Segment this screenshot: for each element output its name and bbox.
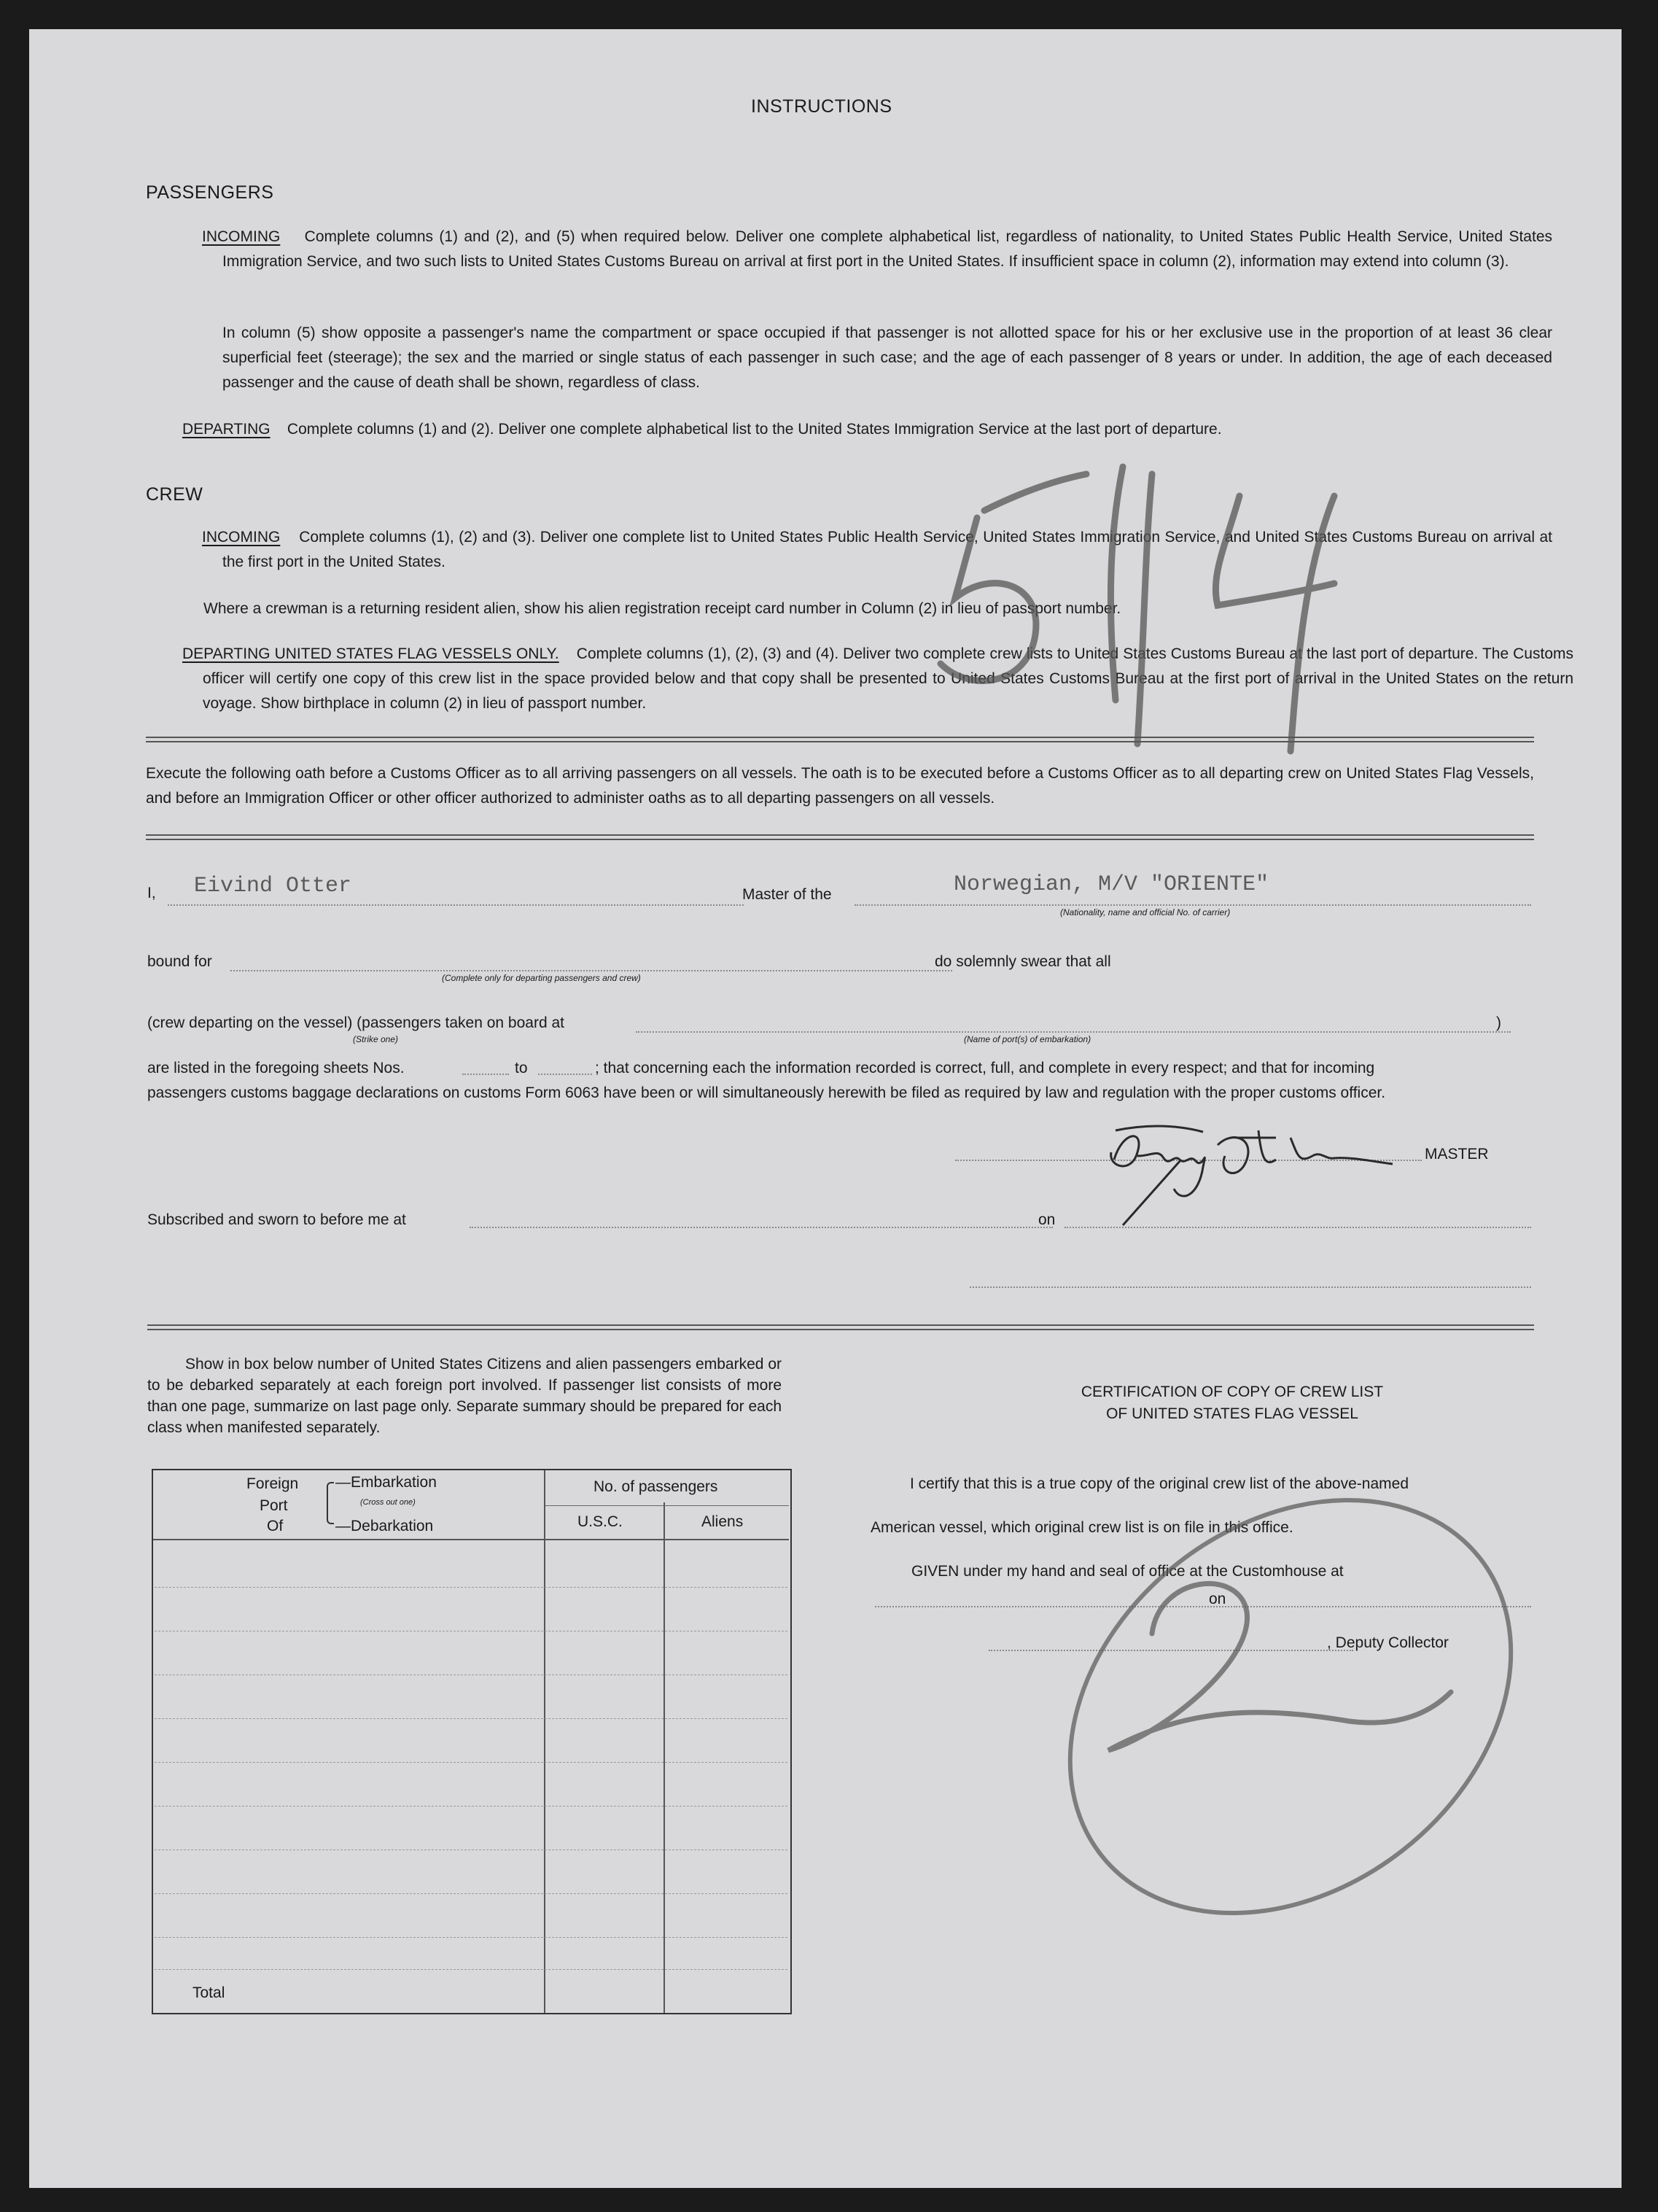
strike-caption: (Strike one) bbox=[353, 1034, 399, 1044]
embarkation-ports-line bbox=[636, 1031, 1511, 1033]
crew-resident-text: Where a crewman is a returning resident alien, show his alien registration receipt card number in Column (2) in lieu of passport number. bbox=[203, 600, 1121, 617]
bound-for-line bbox=[230, 970, 952, 971]
summary-usc: U.S.C. bbox=[577, 1513, 623, 1530]
bound-for-label: bound for bbox=[147, 953, 212, 970]
column-divider bbox=[544, 1470, 545, 2013]
passengers-departing-paragraph bbox=[182, 417, 1553, 442]
master-of-label: Master of the bbox=[742, 886, 832, 903]
bound-for-caption: (Complete only for departing passengers and crew) bbox=[442, 973, 641, 983]
row-rule bbox=[155, 1762, 787, 1763]
summary-of: Of bbox=[267, 1518, 284, 1534]
summary-port: Port bbox=[260, 1497, 288, 1514]
header-bottom-rule bbox=[153, 1539, 789, 1540]
crew-heading: CREW bbox=[146, 484, 203, 505]
summary-aliens: Aliens bbox=[701, 1513, 744, 1530]
pencil-circled-number bbox=[999, 1488, 1560, 1925]
summary-foreign: Foreign bbox=[246, 1475, 299, 1492]
master-signature bbox=[1094, 1116, 1400, 1211]
crew-departing-text: Complete columns (1), (2), (3) and (4). Deliver two complete crew lists to United States Customs Bureau at the last port of departure. The Customs officer will certify one copy of this crew list in the space provided below and that copy shall be presented to United States Customs Bureau at the first port of arrival in the United States on the return voyage. Show birthplace in column (2) in lieu of passport number. bbox=[203, 645, 1573, 712]
certify-line2: American vessel, which original crew list is on file in this office. bbox=[871, 1519, 1293, 1536]
passengers-incoming-paragraph bbox=[202, 225, 1552, 274]
subscribed-on-label: on bbox=[1038, 1211, 1056, 1228]
certify-line1: I certify that this is a true copy of the original crew list of the above-named bbox=[910, 1475, 1409, 1492]
passengers-departing-label: DEPARTING bbox=[182, 421, 271, 438]
page-title: INSTRUCTIONS bbox=[751, 96, 892, 117]
close-paren: ) bbox=[1496, 1014, 1501, 1031]
certification-title-line1: CERTIFICATION OF COPY OF CREW LIST bbox=[1081, 1384, 1384, 1400]
column-divider bbox=[663, 1502, 665, 2013]
pencil-stamp-number bbox=[926, 452, 1436, 766]
passengers-incoming-text: Complete columns (1) and (2), and (5) when required below. Deliver one complete alphabetical list, regardless of nationality, to United States Public Health Service, United States Immigration Service, and two such lists to United States Customs Bureau on arrival at first port in the United States. If insufficient space in column (2), information may extend into column (3). bbox=[222, 228, 1552, 270]
row-rule bbox=[155, 1806, 787, 1807]
master-name-line bbox=[168, 904, 744, 906]
row-rule bbox=[155, 1674, 787, 1675]
crew-incoming-label: INCOMING bbox=[202, 529, 281, 546]
subscribed-date-line bbox=[1065, 1227, 1531, 1228]
sheets-label: are listed in the foregoing sheets Nos. bbox=[147, 1060, 405, 1076]
subscribed-label: Subscribed and sworn to before me at bbox=[147, 1211, 406, 1228]
passengers-incoming-label: INCOMING bbox=[202, 228, 281, 245]
given-line: GIVEN under my hand and seal of office at the Customhouse at bbox=[911, 1563, 1344, 1580]
subscribed-place-line bbox=[470, 1227, 1053, 1228]
row-rule bbox=[155, 1969, 787, 1970]
summary-embarkation: —Embarkation bbox=[335, 1474, 437, 1491]
oath-i-label: I, bbox=[147, 885, 156, 901]
passenger-summary-box bbox=[152, 1469, 792, 2014]
passengers-heading: PASSENGERS bbox=[146, 182, 274, 203]
ports-caption: (Name of port(s) of embarkation) bbox=[964, 1034, 1091, 1044]
summary-cross-out: (Cross out one) bbox=[360, 1498, 416, 1507]
crew-passengers-label: (crew departing on the vessel) (passengers taken on board at bbox=[147, 1014, 564, 1031]
certification-title-line2: OF UNITED STATES FLAG VESSEL bbox=[1106, 1405, 1358, 1422]
vessel-caption: (Nationality, name and official No. of carrier) bbox=[1060, 907, 1231, 917]
brace bbox=[327, 1482, 334, 1524]
passengers-departing-text: Complete columns (1) and (2). Deliver one complete alphabetical list to the United States Immigration Service at the last port of departure. bbox=[287, 421, 1222, 438]
row-rule bbox=[155, 1718, 787, 1719]
sheet-to-line bbox=[538, 1074, 592, 1075]
to-label: to bbox=[515, 1060, 528, 1076]
summary-no-passengers: No. of passengers bbox=[593, 1478, 718, 1495]
summary-instructions: Show in box below number of United States Citizens and alien passengers embarked or to be debarked separately at each foreign port involved. If passenger list consists of more than one page, summarize on last page only. Separate summary should be prepared for each class when manifested separately. bbox=[147, 1356, 782, 1436]
vessel-line bbox=[855, 904, 1531, 906]
sheets-text: ; that concerning each the information recorded is correct, full, and complete in every respect; and that for incoming bbox=[595, 1060, 1375, 1076]
section-divider bbox=[146, 834, 1534, 840]
officer-signature-line bbox=[970, 1287, 1531, 1288]
master-label: MASTER bbox=[1425, 1146, 1489, 1163]
summary-debarkation: —Debarkation bbox=[335, 1518, 434, 1534]
certification-on-label: on bbox=[1209, 1591, 1226, 1607]
crew-incoming-text: Complete columns (1), (2) and (3). Deliver one complete list to United States Public Health Service, United States Immigration Service, and United States Customs Bureau on arrival at the first port in the United States. bbox=[222, 529, 1553, 570]
header-divider bbox=[545, 1505, 789, 1506]
swear-label: do solemnly swear that all bbox=[935, 953, 1111, 970]
passengers-column5-paragraph: In column (5) show opposite a passenger's name the compartment or space occupied if that passenger is not allotted space for his or her exclusive use in the proportion of at least 36 clear superficial feet (steerage); the sex and the married or single status of each passenger in such case; and the age of each passenger of 8 years or under. In addition, the age of each deceased passenger and the cause of death shall be shown, regardless of class. bbox=[222, 325, 1552, 391]
summary-total: Total bbox=[192, 1984, 225, 2001]
section-divider bbox=[147, 1324, 1534, 1330]
row-rule bbox=[155, 1587, 787, 1588]
sheet-from-line bbox=[462, 1074, 509, 1075]
deputy-collector-label: , Deputy Collector bbox=[1327, 1634, 1449, 1651]
row-rule bbox=[155, 1937, 787, 1938]
document-page bbox=[29, 29, 1622, 2188]
row-rule bbox=[155, 1893, 787, 1894]
baggage-text: passengers customs baggage declarations on customs Form 6063 have been or will simultaneously herewith be filed as required by law and regulation with the proper customs officer. bbox=[147, 1084, 1386, 1101]
vessel-value: Norwegian, M/V "ORIENTE" bbox=[954, 872, 1269, 897]
master-name-value: Eivind Otter bbox=[194, 874, 352, 899]
oath-intro: Execute the following oath before a Customs Officer as to all arriving passengers on all vessels. The oath is to be executed before a Customs Officer as to all departing crew on United States Flag Vessels, and before an Immigration Officer or other officer authorized to administer oaths as to all departing passengers on all vessels. bbox=[146, 765, 1534, 807]
crew-departing-label: DEPARTING UNITED STATES FLAG VESSELS ONLY. bbox=[182, 645, 559, 662]
